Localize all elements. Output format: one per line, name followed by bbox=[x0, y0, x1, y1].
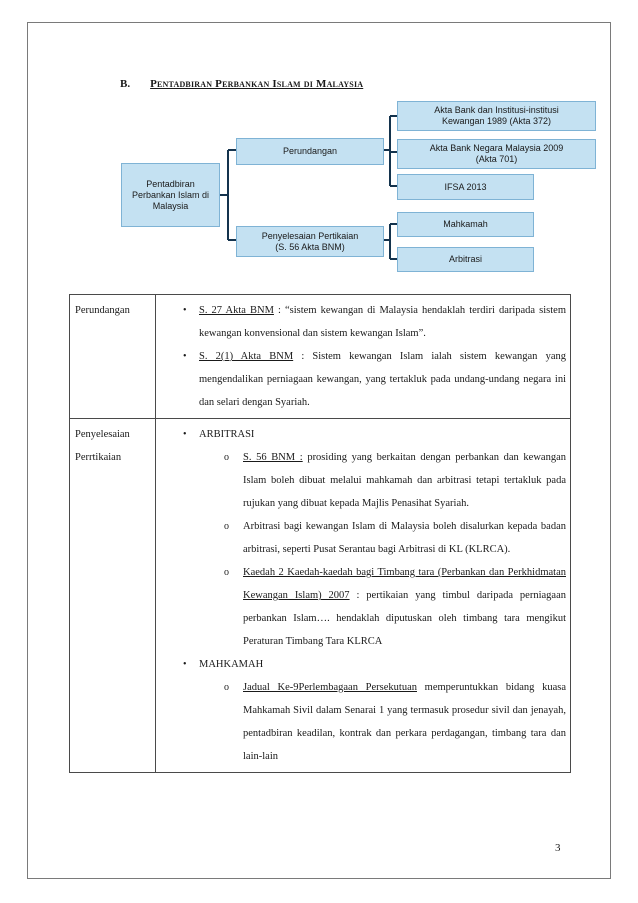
bullet-s27 bbox=[161, 299, 566, 345]
diagram-leaf-ifsa: IFSA 2013 bbox=[397, 174, 534, 200]
sub-jadual-9 bbox=[161, 676, 566, 768]
text-s2-1: : Sistem kewangan Islam ialah sistem kewangan yang mengendalikan perniagaan kewangan, yang tertakluk pada undang-undang negara ini dan selari dengan Syariah. bbox=[199, 351, 566, 408]
table-row-perundangan bbox=[70, 295, 571, 419]
diagram-leaf-akta-bank: Akta Bank dan Institusi-institusi Kewangan 1989 (Akta 372) bbox=[397, 101, 596, 131]
sub-s56-bnm bbox=[161, 446, 566, 515]
bullet-mahkamah: • MAHKAMAH bbox=[161, 653, 566, 676]
row-label-penyelesaian: Penyelesaian Perrtikaian bbox=[70, 419, 156, 773]
diagram-leaf-mahkamah: Mahkamah bbox=[397, 212, 534, 237]
ref-jadual-9: Jadual Ke-9Perlembagaan Persekutuan bbox=[243, 682, 417, 693]
page-number: 3 bbox=[555, 842, 561, 854]
text-jadual-9: memperuntukkan bidang kuasa Mahkamah Sivil dalam Senarai 1 yang termasuk prosedur sivil dan jenayah, pentadbiran keadilan, kontrak dan perkara perdagangan, timbang tara dan lain-lain bbox=[243, 682, 567, 762]
sub-kaedah-2 bbox=[161, 561, 566, 653]
section-number: B. bbox=[120, 78, 131, 90]
ref-s27: S. 27 Akta BNM bbox=[199, 305, 274, 316]
bullet-arbitrasi: • ARBITRASI bbox=[161, 423, 566, 446]
text-kaedah-2: : pertikaian yang timbul daripada perniagaan perbankan Islam…. hendaklah diputuskan oleh timbang tara mengikut Peraturan Timbang Tara KLRCA bbox=[243, 590, 566, 647]
content-table bbox=[69, 294, 571, 773]
diagram-branch-perundangan: Perundangan bbox=[236, 138, 384, 165]
row-content-penyelesaian bbox=[156, 419, 571, 773]
diagram-branch-penyelesaian: Penyelesaian Pertikaian (S. 56 Akta BNM) bbox=[236, 226, 384, 257]
section-title: Pentadbiran Perbankan Islam di Malaysia bbox=[150, 78, 364, 90]
row-content-perundangan bbox=[156, 295, 571, 419]
text-s27: : “sistem kewangan di Malaysia hendaklah terdiri daripada sistem kewangan konvensional dan sistem kewangan Islam”. bbox=[199, 305, 566, 339]
table-row-penyelesaian bbox=[70, 419, 571, 773]
ref-kaedah-2: Kaedah 2 Kaedah-kaedah bagi Timbang tara (Perbankan dan Perkhidmatan Kewangan Islam) 2007 bbox=[243, 567, 566, 601]
sub-klrca: o Arbitrasi bagi kewangan Islam di Malaysia boleh disalurkan kepada badan arbitrasi, seperti Pusat Serantau bagi Arbitrasi di KL (KLRCA). bbox=[161, 515, 566, 561]
diagram-root-box: Pentadbiran Perbankan Islam di Malaysia bbox=[121, 163, 220, 227]
diagram-leaf-arbitrasi: Arbitrasi bbox=[397, 247, 534, 272]
row-label-perundangan: Perundangan bbox=[70, 295, 156, 419]
ref-s2-1: S. 2(1) Akta BNM bbox=[199, 351, 294, 362]
bullet-s2-1 bbox=[161, 345, 566, 414]
text-s56: prosiding yang berkaitan dengan perbankan dan kewangan Islam boleh dibuat melalui mahkamah dan arbitrasi tetapi tertakluk pada rujukan yang dibuat kepada Majlis Penasihat Syariah. bbox=[243, 452, 566, 509]
diagram-leaf-akta-bnm: Akta Bank Negara Malaysia 2009 (Akta 701) bbox=[397, 139, 596, 169]
ref-s56: S. 56 BNM : bbox=[243, 452, 303, 463]
